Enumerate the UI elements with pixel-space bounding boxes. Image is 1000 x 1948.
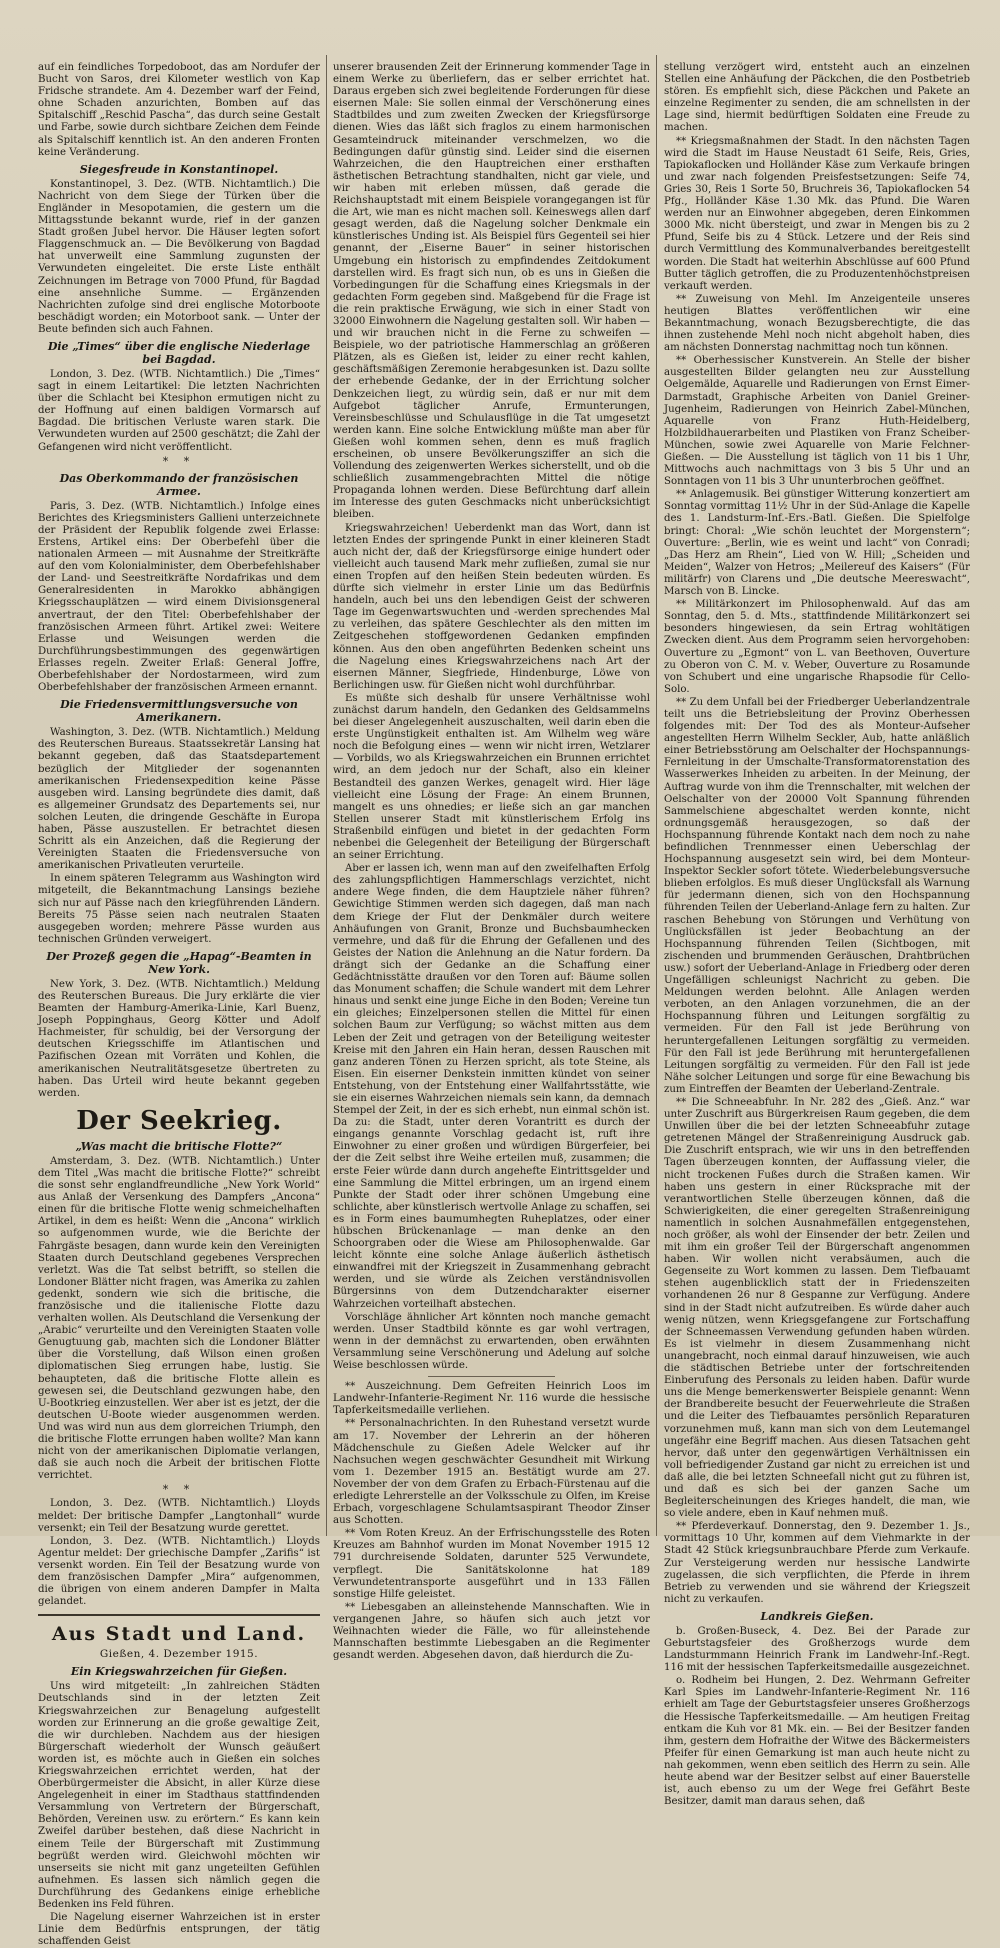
- separator-stars: * *: [162, 1483, 196, 1497]
- headline-prozess: Der Prozeß gegen die „Hapag“-Beamten in New York.: [46, 949, 312, 976]
- news-item: ** Anlagemusik. Bei günstiger Witterung konzertiert am Sonntag vormittag 11½ Uhr in der Süd-Anlage die Kapelle des 1. Landsturm-Inf.-Ers.-Batl. Gießen. Die Spielfolge bringt: Choral: „Wie schön leuchtet der Morgenstern“; Ouverture: „Berlin, wie es weint und lacht“ von Conradi; „Das Herz am Rhein“, Lied von W. Hill; „Scheiden und Meiden“, Walzer von Hetros; „Meilereuf des Kaisers“ (Für militärfr) von Clarens und „Die deutsche Meereswacht“, Marsch von B. Lincke.: [664, 489, 970, 598]
- news-item: ** Oberhessischer Kunstverein. An Stelle der bisher ausgestellten Bilder gelangten neu zur Ausstellung Oelgemälde, Aquarelle und Radierungen von Ernst Eimer-Darmstadt, Graphische Arbeiten von Daniel Greiner-Jugenheim, Radierungen von Heinrich Zabel-München, Aquarelle von Franz Huth-Heidelberg, Holzbildhauerarbeiten und Plastiken von Franz Scheiber-München, sowie zwei Aquarelle von Marie Felchner-Gießen. — Die Ausstellung ist täglich von 11 bis 1 Uhr, Mittwochs auch nachmittags von 3 bis 5 Uhr und an Sonntagen von 11 bis 3 Uhr ununterbrochen geöffnet.: [664, 355, 970, 488]
- article-text: Vorschläge ähnlicher Art könnten noch manche gemacht werden. Unser Stadtbild könnte es gar wohl vertragen, wenn in der demnächst zu erwartenden, oben erwähnten Versammlung seine Verschönerung und Adelung auf solche Weise beschlossen würde.: [333, 1311, 650, 1372]
- article-text: In einem späteren Telegramm aus Washington wird mitgeteilt, die Bekanntmachung Lansings beziehe sich nur auf Pässe nach den kriegführenden Ländern. Bereits 75 Pässe seien nach neutralen Staaten ausgegeben worden; mehrere Pässe wurden aus technischen Gründen verweigert.: [38, 873, 320, 945]
- column-left: [38, 0, 320, 1948]
- article-text: Washington, 3. Dez. (WTB. Nichtamtlich.) Meldung des Reuterschen Bureaus. Staatssekretär Lansing hat bekannt gegeben, daß das Staatsdepartement bezüglich der Mitglieder der sogenannten amerikanischen Friedensexpedition keine Pässe ausgeben wird. Lansing begründete dies damit, daß es allgemeiner Grundsatz des Departements sei, nur solchen Leuten, die dringende Geschäfte in Europa haben, Pässe auszustellen. Er betrachtet diesen Schritt als ein Anzeichen, daß die Regierung der Vereinigten Staaten die Friedensversuche von amerikanischen Privatleuten verurteile.: [38, 727, 320, 872]
- article-text: Konstantinopel, 3. Dez. (WTB. Nichtamtlich.) Die Nachricht von dem Siege der Türken über die Engländer in Mesopotamien, die gestern um die Mittagsstunde bekannt wurde, rief in der ganzen Stadt großen Jubel hervor. Die Häuser legten sofort Flaggenschmuck an. — Die Bevölkerung von Bagdad hat unverweilt eine Sammlung zugunsten der Verwundeten eingeleitet. Die erste Liste enthält Zeichnungen im Betrage von 7000 Pfund, für Bagdad eine ansehnliche Summe. — Ergänzenden Nachrichten zufolge sind drei englische Motorboote beschädigt worden; ein Motorboot sank. — Unter der Beute befinden sich auch Fahnen.: [38, 178, 320, 335]
- headline-landkreis: Landkreis Gießen.: [760, 1609, 874, 1623]
- article-text: Aber er lassen ich, wenn man auf den zweifelhaften Erfolg des zahlungspflichtigen Hammerschlags verzichtet, nicht andere Wege finden, die dem Hauptziele näher führen? Gewichtige Stimmen werden sich dagegen, daß man nach dem Kriege der Flut der Denkmäler durch weitere Anhäufungen von Granit, Bronze und Buchsbaumhecken vermehre, und daß für die Ehrung der Gefallenen und des Geistes der Nation die Anlehnung an die Natur fordern. Da drängt sich der Gedanke an die Schaffung einer Gedächtnisstätte draußen vor den Toren auf: Bäume sollen das Monument schaffen; die Schule wandert mit dem Lehrer hinaus und senkt eine junge Eiche in den Boden; Vereine tun ein gleiches; Einzelpersonen stellen die Mittel für einen solchen Baum zur Verfügung; so wächst mitten aus dem Leben der Zeit und getragen von der Beteiligung weitester Kreise mit den Jahren ein Hain heran, dessen Rauschen mit ganz anderen Tönen zu Herzen spricht, als tote Steine, als Eisen. Ein eiserner Denkstein inmitten kündet von seiner Entstehung, von der Entstehung einer Wallfahrtsstätte, wie sie ein eisernes Wahrzeichen niemals sein kann, da demnach Stempel der Zeit, in der es sich erhebt, nun einmal schön ist. Da zu: die Stadt, unter deren Vorantritt es durch der eingangs genannte Vorschlag gedacht ist, ruft ihre Einwohner zu einer großen und würdigen Bürgerfeier, bei der die Zeit selbst ihre Weihe erteilen muß, zusammen; die erste Feier würde dann durch angehefte Eintrittsgelder und eine Sammlung die Mittel erbringen, um an irgend einem Punkte der Stadt oder ihrer schönen Umgebung eine schlichte, aber künstlerisch wertvolle Anlage zu schaffen, sei es in Form eines baumumhegten Ruheplatzes, oder einer hübschen Brückenanlage — man denke an den Schoorgraben oder die Wiese am Philosophenwalde. Gar leicht könnte eine solche Anlage äußerlich ästhetisch einwandfrei mit der Kriegszeit in Zusammenhang gebracht werden, und sie würde als Zeichen verständnisvollen Bürgersinns von dem Dutzendcharakter eiserner Wahrzeichen vorteilhaft abstechen.: [333, 863, 650, 1310]
- article-text: Die Nagelung eiserner Wahrzeichen ist in erster Linie dem Bedürfnis entsprungen, der tätig schaffenden Geist: [38, 1912, 320, 1948]
- article-text: New York, 3. Dez. (WTB. Nichtamtlich.) Meldung des Reuterschen Bureaus. Die Jury erklärte die vier Beamten der Hamburg-Amerika-Linie, Karl Buenz, Joseph Poppinghaus, Georg Kötter und Adolf Hachmeister, für schuldig, bei der Versorgung der deutschen Kriegsschiffe im Atlantischen und Pazifischen Ozean mit Vorräten und Kohlen, die amerikanischen Neutralitätsgesetze übertreten zu haben. Das Urteil wird heute bekannt gegeben werden.: [38, 978, 320, 1099]
- news-item: ** Vom Roten Kreuz. An der Erfrischungsstelle des Roten Kreuzes am Bahnhof wurden im Monat November 1915 12 791 durchreisende Soldaten, darunter 525 Verwundete, verpflegt. Die Sanitätskolonne hat 189 Verwundetentransporte ausgeführt und in 133 Fällen sonstige Hilfe geleistet.: [333, 1528, 650, 1600]
- article-text: Kriegswahrzeichen! Ueberdenkt man das Wort, dann ist letzten Endes der springende Punkt in einer kleineren Stadt auch nicht der, daß der Kriegsfürsorge einige hundert oder vielleicht auch tausend Mark mehr zufließen, zumal sie nur einen Tropfen auf den heißen Stein bedeuten würden. Es dürfte sich vielmehr in erster Linie um das Bedürfnis handeln, auch bei uns den lebendigen Geist der schweren Tage im Gegenwartswuchten und -werden sprechendes Mal zu verleihen, das spätere Geschlechter als den mitten im Zeitgeschehen stoffgewordenen Gedanken empfinden können. Aus den oben angeführten Bedenken scheint uns die Nagelung eines Kriegswahrzeichens nach Art der eisernen Männer, Siegfriede, Hindenburge, Löwe von Berlichingen usw. für Gießen nicht wohl durchführbar.: [333, 522, 650, 691]
- article-text: unserer brausenden Zeit der Erinnerung kommender Tage in einem Werke zu überliefern, das er selber errichtet hat. Daraus ergeben sich zwei begleitende Forderungen für diese eisernen Male: Sie sollen einmal der Verschönerung eines Stadtbildes und zum zweiten Zwecken der Kriegsfürsorge dienen. Wies das läßt sich fraglos zu einem harmonischen Gesamteindruck miteinander verschmelzen, wo die Bedingungen dafür günstig sind. Leider sind die eisernen Wahrzeichen, die den Hauptreichen einer ersthaften ästhetischen Betrachtung standhalten, nicht gar viele, und wir haben mit erleben müssen, daß gerade die Reichshauptstadt mit einem Beispiele vorangegangen ist für die Art, wie man es nicht machen soll. Keineswegs allen darf gesagt werden, daß die Nagelung solcher Denkmale ein künstlerisches Unding ist. Als Beispiel fürs Gegenteil sei hier genannt, der „Eiserne Bauer“ in seiner historischen Umgebung ein historisch zu empfindendes Zeitdokument darstellen wird. Es fragt sich nun, ob es uns in Gießen die Vorbedingungen für die Schaffung eines Kriegsmals in der gedachten Form gegeben sind. Maßgebend für die Frage ist die rein praktische Erwägung, wie sich in einer Stadt von 32000 Einwohnern die Nagelung gestalten soll. Wir haben — und wir brauchen nicht in die Ferne zu schweifen — Beispiele, wo der patriotische Hammerschlag an größeren Plätzen, als es Gießen ist, leider zu einer recht kahlen, geschäftsmäßigen Zeremonie herabgesunken ist. Dazu sollte der erhebende Gedanke, der in der Errichtung solcher Denkzeichen liegt, zu würdig sein, daß er nur mit dem Aufgebot täglicher Anrufe, Ermunterungen, Vereinsbeschlüsse und Schulausflüge in die Tat umgesetzt werden kann. Eine solche Entwicklung müßte man aber für Gießen wohl kommen sehen, denn es muß fraglich erscheinen, ob unsere Bevölkerungsziffer an sich die Vollendung des zeigenwerten Werkes sicherstellt, und ob die schließlich zusammengebrachten Mittel die nötige Propaganda lohnen werden. Diese Befürchtung darf allein im Interesse des guten Geschmacks nicht unberücksichtigt bleiben.: [333, 62, 651, 521]
- news-item: ** Auszeichnung. Dem Gefreiten Heinrich Loos im Landwehr-Infanterie-Regiment Nr. 116 wurde die hessische Tapferkeitsmedaille verliehen.: [333, 1381, 650, 1417]
- section-headline-stadt-und-land: Aus Stadt und Land.: [51, 1623, 307, 1646]
- headline-times: Die „Times“ über die englische Niederlage bei Bagdad.: [47, 339, 311, 366]
- headline-friedensvermittlung: Die Friedensvermittlungsversuche von Amerikanern.: [60, 698, 298, 725]
- headline-siegesfreude: Siegesfreude in Konstantinopel.: [79, 162, 279, 176]
- news-item: ** Pferdeverkauf. Donnerstag, den 9. Dezember 1. Js., vormittags 10 Uhr, kommen auf dem Viehmarkte in der Stadt 42 Stück kriegsunbrauchbare Pferde zum Verkaufe. Zur Versteigerung werden nur hessische Landwirte zugelassen, die sich verpflichten, die Pferde in ihrem Betrieb zu verwenden und sie während der Kriegszeit nicht zu verkaufen.: [664, 1521, 970, 1605]
- column-middle: [333, 0, 651, 1662]
- column-right: [664, 0, 970, 1808]
- article-text: stellung verzögert wird, entsteht auch an einzelnen Stellen eine Anhäufung der Päckchen, die den Postbetrieb stören. Es empfiehlt sich, diese Päckchen und Pakete an einzelne Regimenter zu senden, die am schnellsten in der Lage sind, hiermit bedürftigen Soldaten eine Freude zu machen.: [664, 62, 970, 134]
- news-item: ** Liebesgaben an alleinstehende Mannschaften. Wie in vergangenen Jahre, so häufen sich auch jetzt vor Weihnachten wieder die Fälle, wo für alleinstehende Mannschaften bestimmte Liebesgaben an die Regimenter gesandt werden. Abgesehen davon, daß hierdurch die Zu-: [333, 1601, 650, 1662]
- news-item: ** Zuweisung von Mehl. Im Anzeigenteile unseres heutigen Blattes veröffentlichen wir eine Bekanntmachung, wonach Bezugsberechtigte, die das ihnen zustehende Mehl noch nicht abgeholt haben, dies am nächsten Donnerstag nachmittag noch tun können.: [664, 293, 970, 354]
- article-text: Es müßte sich deshalb für unsere Verhältnisse wohl zunächst darum handeln, den Gedanken des Geldsammelns bei dieser Angelegenheit auszuschalten, weil darin eben die erste Ungünstigkeit enthalten ist. Am Wilhelm weg wäre noch die Befolgung eines — wenn wir nicht irren, Wetzlarer — Vorbilds, wo als Kriegswahrzeichen ein Brunnen errichtet wird, an dem jedoch nur der Schaft, also ein kleiner Bestandteil des ganzen Werkes, genagelt wird. Hier läge vielleicht eine Lösung der Frage: An einem Brunnen, mangelt es uns ohnedies; er ließe sich an gar manchen Stellen unserer Stadt mit künstlerischem Erfolg ins Straßenbild einfügen und bietet in der gedachten Form nebenbei die Gelegenheit der Beteiligung der Bürgerschaft an seiner Errichtung.: [333, 692, 650, 862]
- news-item: ** Die Schneeabfuhr. In Nr. 282 des „Gieß. Anz.“ war unter Zuschrift aus Bürgerkreisen Raum gegeben, die dem Unwillen über die bei der letzten Schneeabfuhr zutage getretenen Mängel der Straßenreinigung Ausdruck gab. Die Zuschrift entsprach, wie wir uns in den betreffenden Tagen überzeugen konnten, der Auffassung vieler, die nicht trockenen Fußes durch die Straßen kamen. Wir haben uns gestern in einer Rücksprache mit der verantwortlichen Stelle überzeugen können, daß die Schwierigkeiten, die einer geregelten Straßenreinigung namentlich in solchen Ausnahmefällen entgegenstehen, noch größer, als wohl der Einsender der betr. Zeilen und mit ihm ein großer Teil der Bürgerschaft angenommen haben. Wir wollen nicht verabsäumen, auch die Gegenseite zu Wort kommen zu lassen. Dem Tiefbauamt stehen augenblicklich statt der in Friedenszeiten vorhandenen 26 nur 8 Gespanne zur Verfügung. Andere sind in der Stadt nicht aufzutreiben. Es würde daher auch wenig nützen, wenn Kriegsgefangene zur Fortschaffung der Schneemassen Verwendung gefunden haben würden. Es ist vielmehr in diesem Zusammenhang nicht unangebracht, noch einmal darauf hinzuweisen, wie auch die städtischen Betriebe unter der fortschreitenden Einberufung des Personals zu leiden haben. Dafür wurde uns die Menge bemerkenswerter Beispiele genannt: Wenn der Brandbereite besucht der Feuerwehrleute die Straßen und die Leiter des Tiefbauamtes persönlich Reparaturen vorzunehmen muß, kann man sich von dem Leutemangel ungefähr eine Begriff machen. Aus diesen Tatsachen geht hervor, daß unter den gegenwärtigen Verhältnissen ein voll befriedigender Zustand gar nicht zu erreichen ist und daß alle, die bei letzten Schneefall nicht gut zu führen ist, und daß es sich bei der ganzen Sache um Begleiterscheinungen des Krieges handelt, die man, wie so viele andere, eben in Kauf nehmen muß.: [664, 1096, 970, 1520]
- headline-flotte: „Was macht die britische Flotte?“: [75, 1139, 283, 1153]
- news-item: b. Großen-Buseck, 4. Dez. Bei der Parade zur Geburtstagsfeier des Großherzogs wurde dem Landsturmmann Heinrich Frank im Landwehr-Inf.-Regt. 116 mit der hessischen Tapferkeitsmedaille ausgezeichnet.: [664, 1625, 970, 1674]
- dateline: Gießen, 4. Dezember 1915.: [99, 1648, 259, 1661]
- short-rule: [428, 1376, 555, 1377]
- news-item: ** Kriegsmaßnahmen der Stadt. In den nächsten Tagen wird die Stadt im Hause Neustadt 61 Seife, Reis, Gries, Tapiokaflocken und Holländer Käse zum Verkaufe bringen und zwar nach folgenden Preisfestsetzungen: Seife 74, Gries 30, Reis 1 Sorte 50, Bruchreis 36, Tapiokaflocken 54 Pfg., Holländer Käse 1.30 Mk. das Pfund. Die Waren werden nur an Einwohner abgegeben, deren Einkommen 3000 Mk. nicht übersteigt, und zwar in Mengen bis zu 2 Pfund, Seife bis zu 4 Stück. Letzere und der Reis sind durch Vermittlung des Kommunalverbandes bereitgestellt worden. Die Stadt hat weiterhin Abschlüsse auf 600 Pfund Butter täglich getroffen, die zu Produzentenhöchstpreisen verkauft werden.: [664, 135, 970, 292]
- headline-kriegswahrzeichen: Ein Kriegswahrzeichen für Gießen.: [70, 1665, 288, 1679]
- column-rule: [326, 55, 327, 1536]
- news-item: o. Rodheim bei Hungen, 2. Dez. Wehrmann Gefreiter Karl Spies im Landwehr-Infanterie-Regiment Nr. 116 erhielt am Tage der Geburtstagsfeier unseres Großherzogs die Hessische Tapferkeitsmedaille. — Am heutigen Freitag entkam die Kuh vor 81 Mk. ein. — Bei der Besitzer fanden ihm, gestern dem Hofraithe der Witwe des Bäckermeisters Pfeifer für einen Gemarkung ist man auch heute nicht zu nah gekommen, wenn eben seitlich des Herrn zu sein. Alle heute abend war der Besitzer selbst auf einer Bauerstelle ist, auch ebenso zu um der Wege frei Gefährt Beste Besitzer, damit man daraus sehen, daß: [664, 1675, 970, 1808]
- news-item: ** Personalnachrichten. In den Ruhestand versetzt wurde am 17. November der Lehrerin an der höheren Mädchenschule zu Gießen Adele Welcker auf ihr Nachsuchen wegen geschwächter Gesundheit mit Wirkung vom 1. Dezember 1915 an. Bestätigt wurde am 27. November der von dem Grafen zu Erbach-Fürstenau auf die erledigte Lehrerstelle an der Volksschule zu Olfen, im Kreise Erbach, vorgeschlagene Schulamtsaspirant Theodor Zinser aus Schotten.: [333, 1418, 650, 1527]
- article-text: Uns wird mitgeteilt: „In zahlreichen Städten Deutschlands sind in der letzten Zeit Kriegswahrzeichen zur Benagelung aufgestellt worden zur Erinnerung an die große gewaltige Zeit, die wir durchleben. Nachdem aus der hiesigen Bürgerschaft wiederholt der Wunsch geäußert worden ist, es möchte auch in Gießen ein solches Kriegswahrzeichen errichtet werden, hat der Oberbürgermeister die Absicht, in aller Kürze diese Angelegenheit in einer im Stadthaus stattfindenden Versammlung von Vertretern der Bürgerschaft, Behörden, Vereinen usw. zu erörtern.“ Es kann kein Zweifel darüber bestehen, daß diese Nachricht in einem Teile der Bürgerschaft mit Zustimmung begrüßt werden wird. Gleichwohl möchten wir unserseits sie nicht mit ganz ungeteilten Gefühlen aufnehmen. Es lassen sich nämlich gegen die Durchführung des Gedankens einige erhebliche Bedenken ins Feld führen.: [38, 1681, 320, 1910]
- section-headline-seekrieg: Der Seekrieg.: [76, 1105, 282, 1136]
- separator-stars: * *: [162, 454, 196, 468]
- article-text: London, 3. Dez. (WTB. Nichtamtlich.) Lloyds Agentur meldet: Der griechische Dampfer „Zarifis“ ist versenkt worden. Ein Teil der Besatzung wurde von dem französischen Dampfer „Mira“ aufgenommen, die übrigen von einem anderen Dampfer in Malta gelandet.: [38, 1535, 320, 1608]
- section-divider: [38, 1614, 320, 1616]
- article-text: London, 3. Dez. (WTB. Nichtamtlich.) Lloyds meldet: Der britische Dampfer „Langtonhall“ wurde versenkt; ein Teil der Besatzung wurde gerettet.: [38, 1498, 320, 1534]
- column-rule: [656, 55, 657, 1536]
- news-item: ** Zu dem Unfall bei der Friedberger Ueberlandzentrale teilt uns die Betriebsleitung der Provinz Oberhessen folgendes mit: Der Tod des als Monteur-Aufseher angestellten Herrn Wilhelm Seckler, Aub, hatte anläßlich einer Betriebsstörung am Oelschalter der Hochspannungs-Fernleitung in der Umschalte-Transformatorenstation des Wasserwerkes Inheiden zu arbeiten. In der Meinung, der Auftrag wurde von ihm die Trennschalter, mit welchen der Oelschalter von der 20000 Volt Spannung führenden Sammelschiene abgeschaltet werden konnte, nicht ordnungsgemäß herausgezogen, so daß der Hochspannung führende Kontakt nach dem noch zu nahe befindlichen Trennmesser einen Ueberschlag der Hochspannung ausgesetzt sein wird, bei dem Monteur-Inspektor Seckler sofort tötete. Wiederbelebungsversuche blieben erfolglos. Es muß dieser Unglücksfall als Warnung für jedermann dienen, sich von den Hochspannung führenden Teilen der Ueberland-Anlage fern zu halten. Zur raschen Behebung von Störungen und Verhütung von Unglücksfällen ist jeder Beobachtung an der Hochspannung führenden Teilen (Sichtbogen, mit zischenden und brummenden Geräuschen, Drahtbrüchen usw.) sofort der Ueberland-Anlage in Friedberg oder deren Ungefälligen schleunigst Nachricht zu geben. Die Meldungen werden belohnt. Alle Anlagen werden verboten, an den Anlagen vorzunehmen, die an der Hochspannung führen und Leitungen sorgfältig zu vermeiden. Für den Fall ist jede Berührung von heruntergefallenen Leitungen sorgfältig zu vermeiden. Für den Fall ist jede Berührung mit heruntergefallenen Leitungen sorgfältig zu vermeiden. Für den Fall ist jede Nähe solcher Leitungen und sorge für eine Bewachung bis zum Eintreffen der Beamten der Ueberland-Zentrale.: [664, 696, 970, 1095]
- news-item: ** Militärkonzert im Philosophenwald. Auf das am Sonntag, den 5. d. Mts., stattfindende Militärkonzert sei besonders hingewiesen, da sein Ertrag wohltätigen Zwecken dient. Aus dem Programm seien hervorgehoben: Ouverture zu „Egmont“ von L. van Beethoven, Ouverture zu Oberon von C. M. v. Weber, Ouverture zu Rosamunde von Schubert und eine ungarische Rhapsodie für Cello-Solo.: [664, 599, 970, 695]
- headline-oberkommando: Das Oberkommando der französischen Armee.: [59, 471, 299, 498]
- article-text: London, 3. Dez. (WTB. Nichtamtlich.) Die „Times“ sagt in einem Leitartikel: Die letzten Nachrichten über die Schlacht bei Ktesiphon ermutigen nicht zu der Hoffnung auf einen baldigen Vormarsch auf Bagdad. Die britischen Verluste waren stark. Die Verwundeten wurden auf 2500 geschätzt; die Zahl der Gefangenen wird nicht veröffentlicht.: [38, 368, 320, 453]
- article-text: Paris, 3. Dez. (WTB. Nichtamtlich.) Infolge eines Berichtes des Kriegsministers Gallieni unterzeichnete der Präsident der Republik folgende zwei Erlasse: Erstens, Artikel eins: Der Oberbefehl über die nationalen Armeen — mit Ausnahme der Streitkräfte auf den vom Kolonialminister, dem Oberbefehlshaber der Land- und Seestreitkräfte Nordafrikas und dem Generalresidenten in Marokko abhängigen Kriegsschauplätzen — wird einem Divisionsgeneral anvertraut, der den Titel: Oberbefehlshaber der französischen Armeen führt. Artikel zwei: Weitere Erlasse und Weisungen werden die Durchführungsbestimmungen des gegenwärtigen Erlasses regeln. Zweiter Erlaß: General Joffre, Oberbefehlshaber der Nordostarmeen, wird zum Oberbefehlshaber der französischen Armeen ernannt.: [38, 500, 320, 694]
- article-text: auf ein feindliches Torpedoboot, das am Nordufer der Bucht von Saros, drei Kilometer westlich von Kap Fridsche strandete. Am 4. Dezember warf der Feind, ohne Schaden anzurichten, Bomben auf das Spitalschiff „Reschid Pascha“, das durch seine Gestalt und Farbe, sowie durch sichtbare Zeichen dem Feinde als Spitalschiff kenntlich ist. An den anderen Fronten keine Veränderung.: [38, 62, 320, 158]
- article-text: Amsterdam, 3. Dez. (WTB. Nichtamtlich.) Unter dem Titel „Was macht die britische Flotte?“ schreibt die sonst sehr englandfreundliche „New York World“ aus Anlaß der Versenkung des Dampfers „Ancona“ einen für die britische Flotte wenig schmeichelhaften Artikel, in dem es heißt: Wenn die „Ancona“ wirklich so aufgenommen wurde, wie die Berichte der Fahrgäste besagen, dann wurde kein den Vereinigten Staaten durch Deutschland gegebenes Versprechen verletzt. Was die Tat selbst betrifft, so stellen die Londoner Blätter nicht fragen, was Amerika zu zahlen gedenkt, sondern wie sich die britische, die französische und die italienische Flotte dazu verhalten wollen. Als Deutschland die Versenkung der „Arabic“ verurteilte und den Vereinigten Staaten volle Genugtuung gab, machten sich die Londoner Blätter über die Vorstellung, daß Wilson einen großen diplomatischen Sieg errungen habe, lustig. Sie behaupteten, daß die britische Flotte allein es gewesen sei, die Deutschland gezwungen habe, den U-Bootkrieg einzustellen. Wer aber ist es jetzt, der die deutschen U-Boote wieder ausgenommen werden. Und was wird nun aus dem glorreichen Triumph, den die britische Flotte errungen haben wollte? Man kann nicht von der amerikanischen Diplomatie verlangen, daß sie auch noch die Arbeit der britischen Flotte verrichtet.: [38, 1155, 320, 1482]
